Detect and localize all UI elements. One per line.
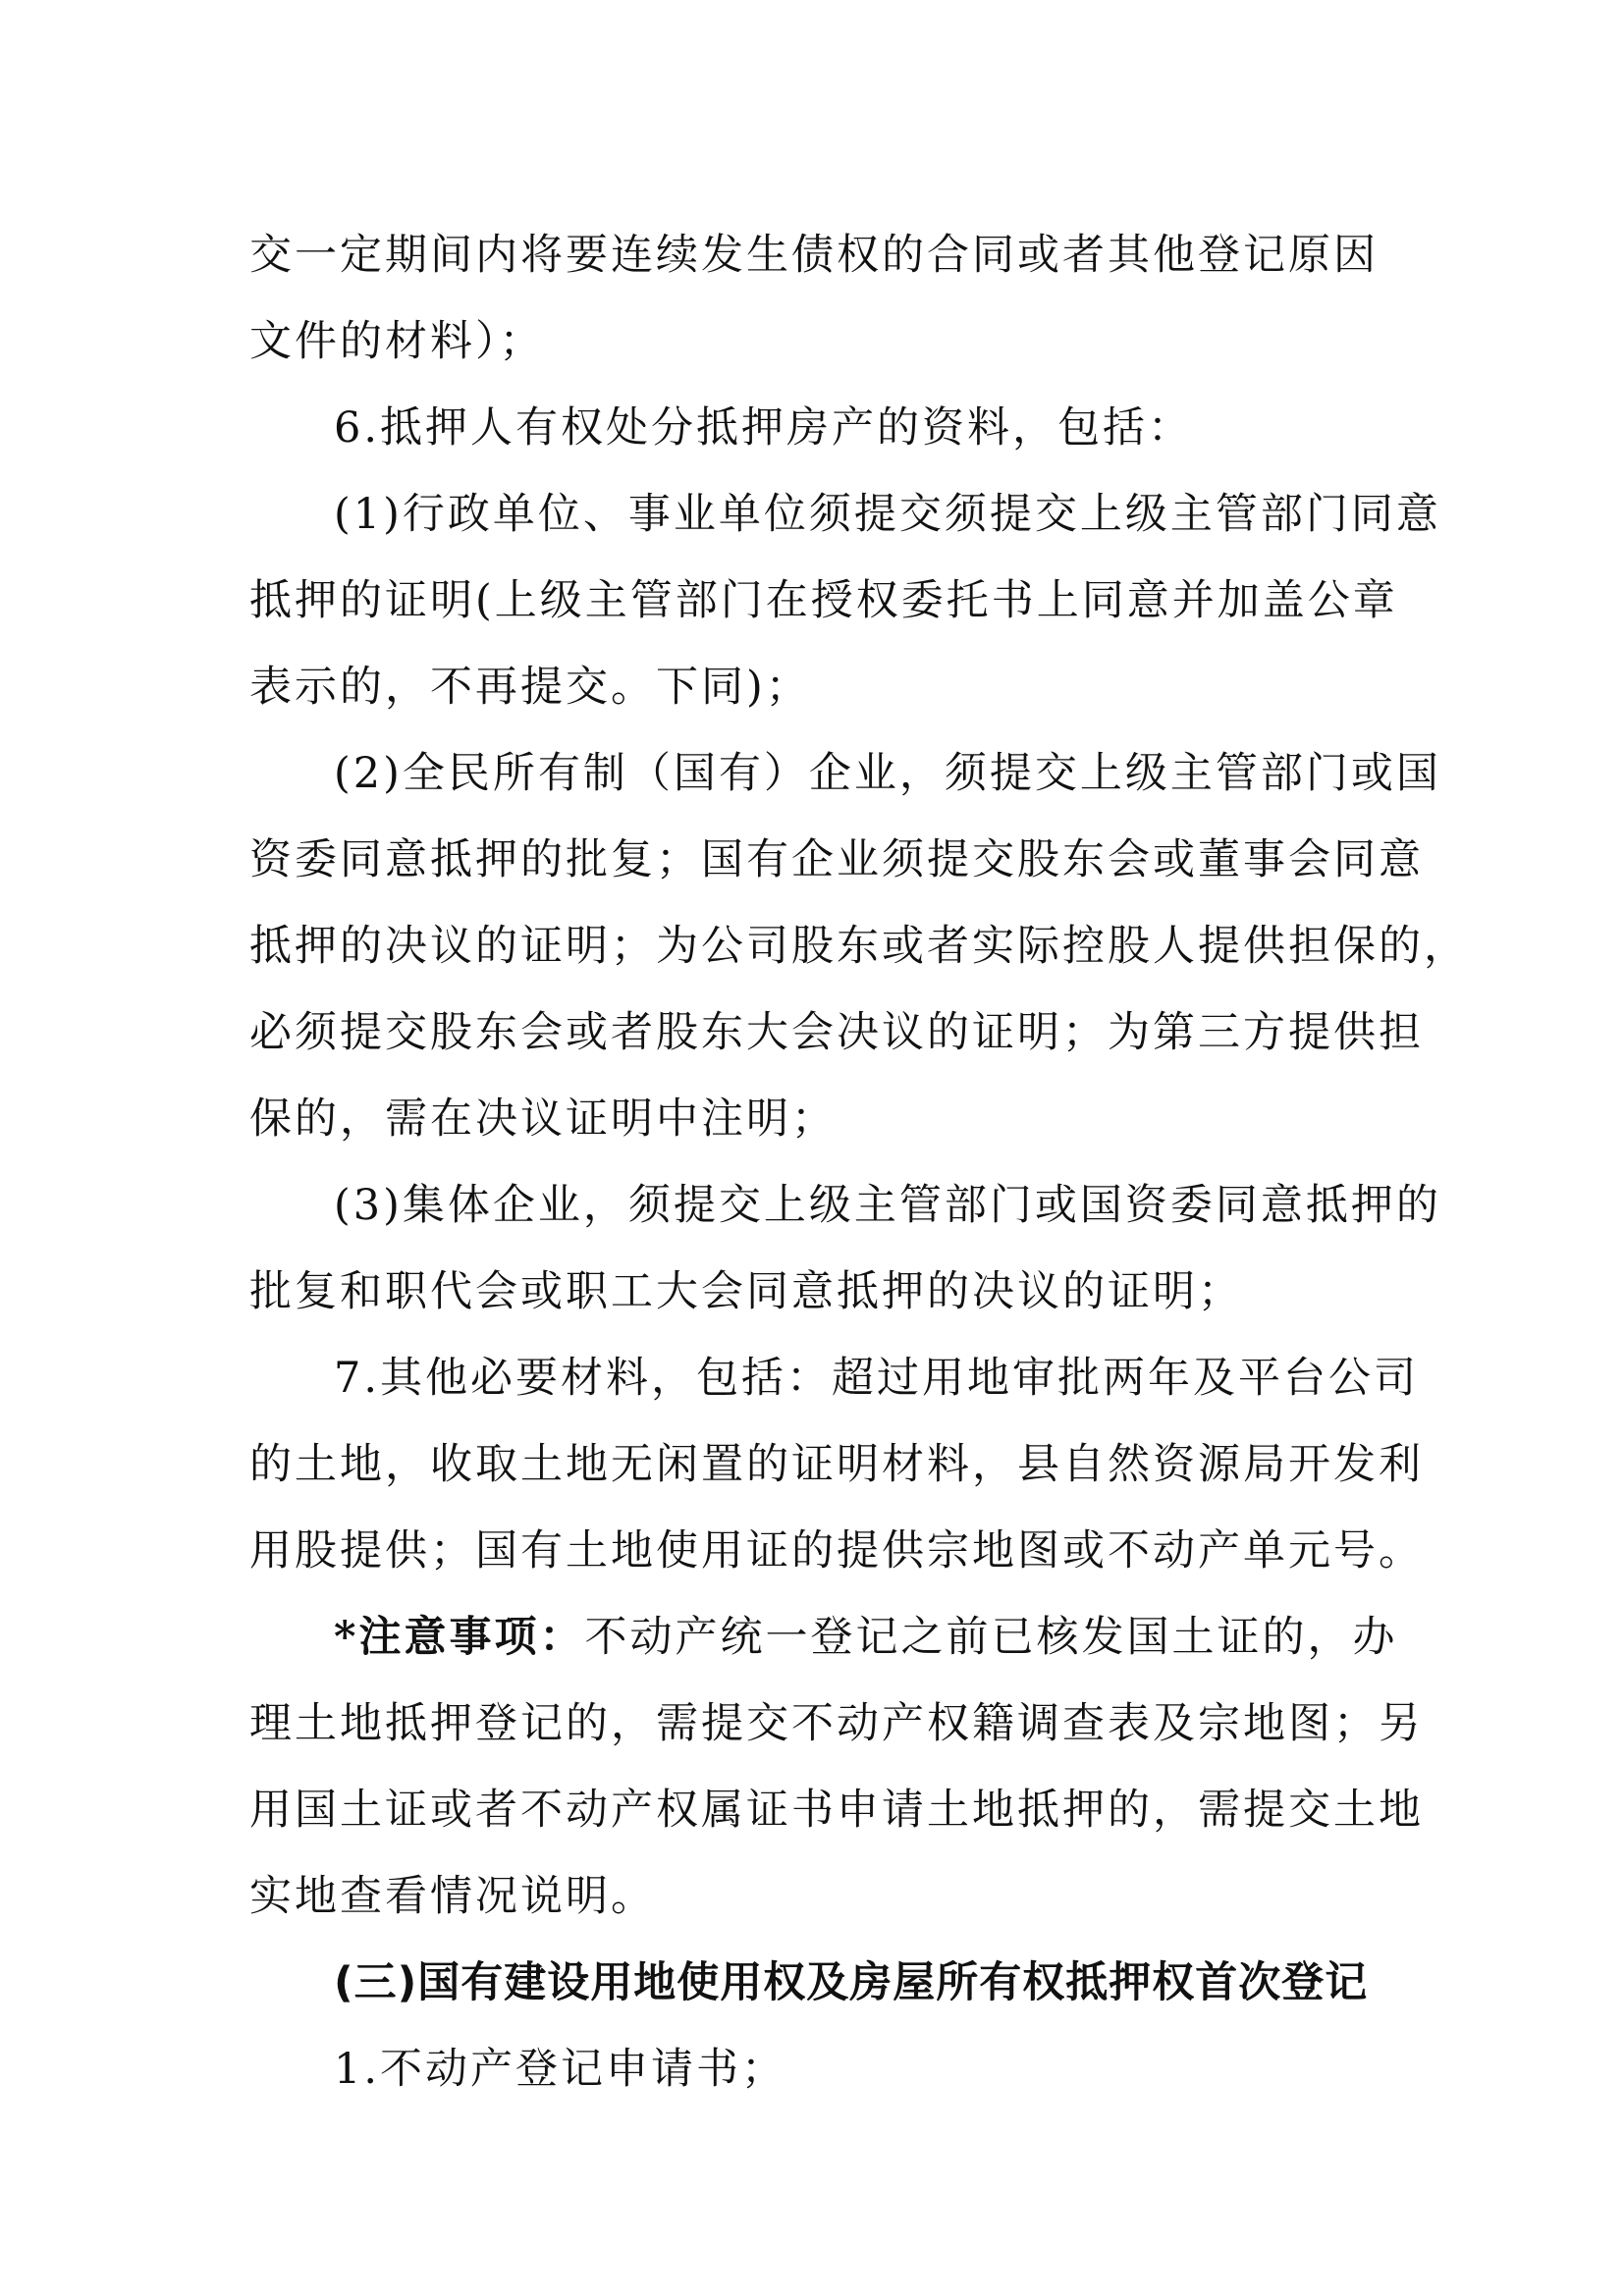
- text-line: 文件的材料）；: [249, 317, 545, 366]
- sub-item-3: (3)集体企业，须提交上级主管部门或国资委同意抵押的: [334, 1181, 1441, 1230]
- text-line: 表示的，不再提交。下同)；: [249, 663, 811, 712]
- note-label: *注意事项：: [334, 1613, 585, 1662]
- sub-item-1: (1)行政单位、事业单位须提交须提交上级主管部门同意: [334, 490, 1441, 539]
- note-line: 实地查看情况说明。: [249, 1872, 656, 1921]
- text-line: 保的，需在决议证明中注明；: [249, 1095, 837, 1144]
- document-body: [249, 212, 1469, 2112]
- sub-item-2: (2)全民所有制（国有）企业，须提交上级主管部门或国: [334, 749, 1441, 798]
- note-line: 用国土证或者不动产权属证书申请土地抵押的，需提交土地: [249, 1786, 1424, 1835]
- note-text: 不动产统一登记之前已核发国土证的，办: [584, 1613, 1398, 1662]
- text-line: 必须提交股东会或者股东大会决议的证明；为第三方提供担: [249, 1008, 1424, 1057]
- text-line: 抵押的决议的证明；为公司股东或者实际控股人提供担保的，: [249, 922, 1469, 971]
- text-line: 用股提供；国有土地使用证的提供宗地图或不动产单元号。: [249, 1526, 1424, 1575]
- note-line: 理土地抵押登记的，需提交不动产权籍调查表及宗地图；另: [249, 1699, 1424, 1748]
- text-line: 资委同意抵押的批复；国有企业须提交股东会或董事会同意: [249, 835, 1424, 884]
- text-line: 抵押的证明(上级主管部门在授权委托书上同意并加盖公章: [249, 576, 1398, 625]
- item-7: 7.其他必要材料，包括：超过用地审批两年及平台公司: [334, 1354, 1420, 1403]
- text-line: 交一定期间内将要连续发生债权的合同或者其他登记原因: [249, 231, 1379, 280]
- text-line: 批复和职代会或职工大会同意抵押的决议的证明；: [249, 1267, 1243, 1316]
- section-heading: (三)国有建设用地使用权及房屋所有权抵押权首次登记: [334, 1958, 1369, 2007]
- item-6: 6.抵押人有权处分抵押房产的资料，包括：: [334, 403, 1194, 453]
- text-line: 的土地，收取土地无闲置的证明材料，县自然资源局开发利: [249, 1440, 1424, 1489]
- note-line: [249, 1594, 1398, 1681]
- item-1: 1.不动产登记申请书；: [334, 2045, 787, 2094]
